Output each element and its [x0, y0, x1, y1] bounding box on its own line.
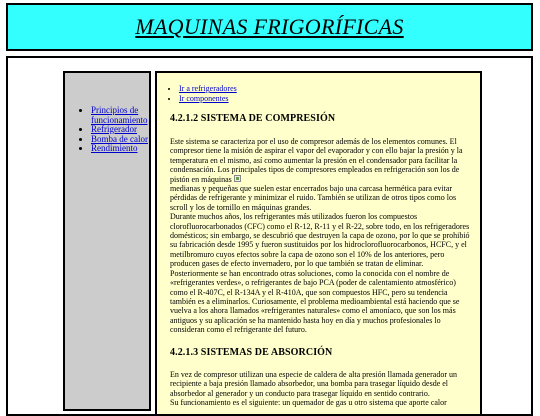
sidebar-link-refrigerador[interactable]: Refrigerador — [91, 124, 137, 134]
sidebar-link-bomba-de-calor[interactable]: Bomba de calor — [91, 133, 148, 144]
sidebar-item-principios — [91, 106, 149, 125]
page-header — [6, 3, 533, 51]
absorcion-text-a: En vez de compresor utilizan una especie de caldera de alta presión llamada generador un recipiente a baja presión llamado absorbedor, una bomba para trasegar líquido desde el absorbedor al generador y un conducto para trasegar líquido en sentido contrario. — [170, 370, 457, 398]
sidebar-item-rendimiento — [91, 144, 149, 154]
sidebar-nav — [65, 106, 149, 154]
sidebar — [63, 71, 151, 411]
content-panel — [155, 71, 482, 416]
link-ir-a-refrigeradores[interactable]: Ir a refrigeradores — [179, 84, 237, 93]
section-absorcion-paragraph — [170, 370, 470, 408]
section-heading-absorcion: 4.2.1.3 SISTEMAS DE ABSORCIÓN — [170, 347, 333, 358]
sidebar-link-principios[interactable]: Principios de funcionamiento — [91, 105, 148, 125]
section-compresion-paragraph — [170, 137, 470, 335]
absorcion-text-b: Su funcionamiento es el siguiente: un quemador de gas u otro sistema que aporte calor — [170, 398, 447, 408]
section-heading-compresion: 4.2.1.2 SISTEMA DE COMPRESIÓN — [170, 113, 336, 124]
broken-image-icon — [234, 175, 241, 182]
main-frame — [6, 56, 533, 416]
refrigerantes-text: Durante muchos años, los refrigerantes más utilizados fueron los compuestos clorofluorocarbonados (CFC) como el R-12, R-11 y el R-22, sobre todo, en los refrigeradores domésticos; sin embargo, se descubrió que destruyen la capa de ozono, por lo que se prohibió su fabricación desde 1995 y fueron sustituidos por los hidroclorofluorocarbonos, HCFC, y el metilbromuro cuyos efectos sobre la capa de ozono son el 10% de los anteriores, pero producen gases de efecto invernadero, por lo que también se tratan de eliminar. Posteriormente se han encontrado otras soluciones, como la conocida con el nombre de «refrigerantes verdes», o refrigerantes de bajo PCA (poder de calentamiento atmosférico) como el R-407C, el R-134A y el R-410A, que son compuestos HFC, pero su tendencia también es a eliminarlos. Curiosamente, el problema medioambiental está haciendo que se vuelva a los ahora llamados «refrigerantes naturales» como el amoníaco, que son los más antiguos y su aplicación se ha mantenido hasta hoy en día y muchos profesionales lo consideran como el refrigerante del futuro. — [170, 212, 470, 335]
link-item-componentes — [179, 94, 237, 104]
page-title: MAQUINAS FRIGORÍFICAS — [135, 14, 404, 39]
compresion-text-b: medianas y pequeñas que suelen estar encerrados bajo una carcasa hermética para evitar pérdidas de refrigerante y minimizar el ruido. También se utilizan de otros tipos como los scroll y los de tornillo en máquinas grandes. — [170, 184, 457, 212]
content-links — [157, 84, 237, 103]
link-item-refrigeradores — [179, 84, 237, 94]
compresion-text-a: Este sistema se caracteriza por el uso de compresor además de los elementos comunes. El compresor tiene la misión de aspirar el vapor del evaporador y con ello bajar la presión y la temperatura en el mismo, así como aumentar la presión en el condensador para facilitar la condensación. Los principales tipos de compresores empleados en refrigeración son los de pistón en máquinas — [170, 137, 463, 184]
sidebar-link-rendimiento[interactable]: Rendimiento — [91, 143, 138, 153]
link-ir-componentes[interactable]: Ir componentes — [179, 93, 229, 103]
